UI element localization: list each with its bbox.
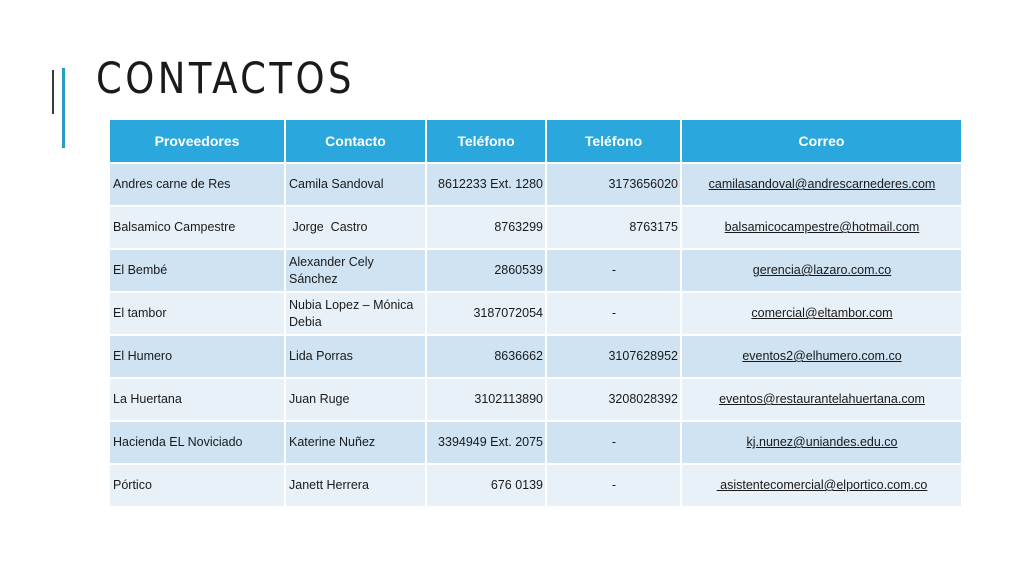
cell-telefono-1: 2860539: [426, 249, 546, 292]
cell-telefono-1: 3102113890: [426, 378, 546, 421]
cell-correo: [681, 421, 961, 464]
table-row: [110, 206, 961, 249]
cell-proveedor: Pórtico: [110, 464, 285, 506]
cell-correo: [681, 378, 961, 421]
cell-telefono-2: 3107628952: [546, 335, 681, 378]
cell-proveedor: La Huertana: [110, 378, 285, 421]
email-link[interactable]: asistentecomercial@elportico.com.co: [716, 478, 928, 493]
cell-proveedor: Hacienda EL Noviciado: [110, 421, 285, 464]
cell-contacto: Jorge Castro: [285, 206, 426, 249]
cell-contacto: Janett Herrera: [285, 464, 426, 506]
cell-contacto: Camila Sandoval: [285, 163, 426, 206]
header-proveedores: Proveedores: [110, 120, 285, 163]
cell-contacto: Lida Porras: [285, 335, 426, 378]
cell-telefono-2: 3173656020: [546, 163, 681, 206]
cell-proveedor: Andres carne de Res: [110, 163, 285, 206]
email-link[interactable]: eventos@restaurantelahuertana.com: [719, 392, 925, 407]
cell-contacto: Nubia Lopez – Mónica Debia: [285, 292, 426, 335]
cell-telefono-1: 3394949 Ext. 2075: [426, 421, 546, 464]
cell-telefono-2: -: [546, 249, 681, 292]
cell-correo: [681, 163, 961, 206]
cell-correo: [681, 249, 961, 292]
table-row: [110, 163, 961, 206]
cell-telefono-1: 676 0139: [426, 464, 546, 506]
cell-telefono-2: 3208028392: [546, 378, 681, 421]
cell-telefono-2: -: [546, 292, 681, 335]
table-row: [110, 378, 961, 421]
cell-correo: [681, 292, 961, 335]
cell-telefono-1: 3187072054: [426, 292, 546, 335]
cell-telefono-1: 8612233 Ext. 1280: [426, 163, 546, 206]
contacts-table: [110, 120, 961, 506]
table-row: [110, 249, 961, 292]
email-link[interactable]: comercial@eltambor.com: [751, 306, 893, 321]
table-row: [110, 421, 961, 464]
header-correo: Correo: [681, 120, 961, 163]
cell-correo: [681, 335, 961, 378]
cell-correo: [681, 464, 961, 506]
cell-contacto: Katerine Nuñez: [285, 421, 426, 464]
email-link[interactable]: gerencia@lazaro.com.co: [752, 263, 892, 278]
page-title: CONTACTOS: [96, 54, 355, 104]
table-row: [110, 292, 961, 335]
table-row: [110, 464, 961, 506]
cell-telefono-1: 8636662: [426, 335, 546, 378]
cell-contacto: Juan Ruge: [285, 378, 426, 421]
header-telefono-1: Teléfono: [426, 120, 546, 163]
cell-contacto: Alexander Cely Sánchez: [285, 249, 426, 292]
cell-correo: [681, 206, 961, 249]
email-link[interactable]: eventos2@elhumero.com.co: [742, 349, 902, 364]
cell-proveedor: El Bembé: [110, 249, 285, 292]
title-accent-bar-blue: [62, 68, 65, 148]
email-link[interactable]: balsamicocampestre@hotmail.com: [724, 220, 920, 235]
header-contacto: Contacto: [285, 120, 426, 163]
title-accent-bar: [52, 70, 54, 114]
cell-telefono-1: 8763299: [426, 206, 546, 249]
table-row: [110, 335, 961, 378]
table-header-row: [110, 120, 961, 163]
cell-telefono-2: -: [546, 464, 681, 506]
cell-telefono-2: -: [546, 421, 681, 464]
cell-proveedor: Balsamico Campestre: [110, 206, 285, 249]
email-link[interactable]: kj.nunez@uniandes.edu.co: [746, 435, 898, 450]
cell-proveedor: El tambor: [110, 292, 285, 335]
header-telefono-2: Teléfono: [546, 120, 681, 163]
cell-telefono-2: 8763175: [546, 206, 681, 249]
email-link[interactable]: camilasandoval@andrescarnederes.com: [708, 177, 936, 192]
cell-proveedor: El Humero: [110, 335, 285, 378]
